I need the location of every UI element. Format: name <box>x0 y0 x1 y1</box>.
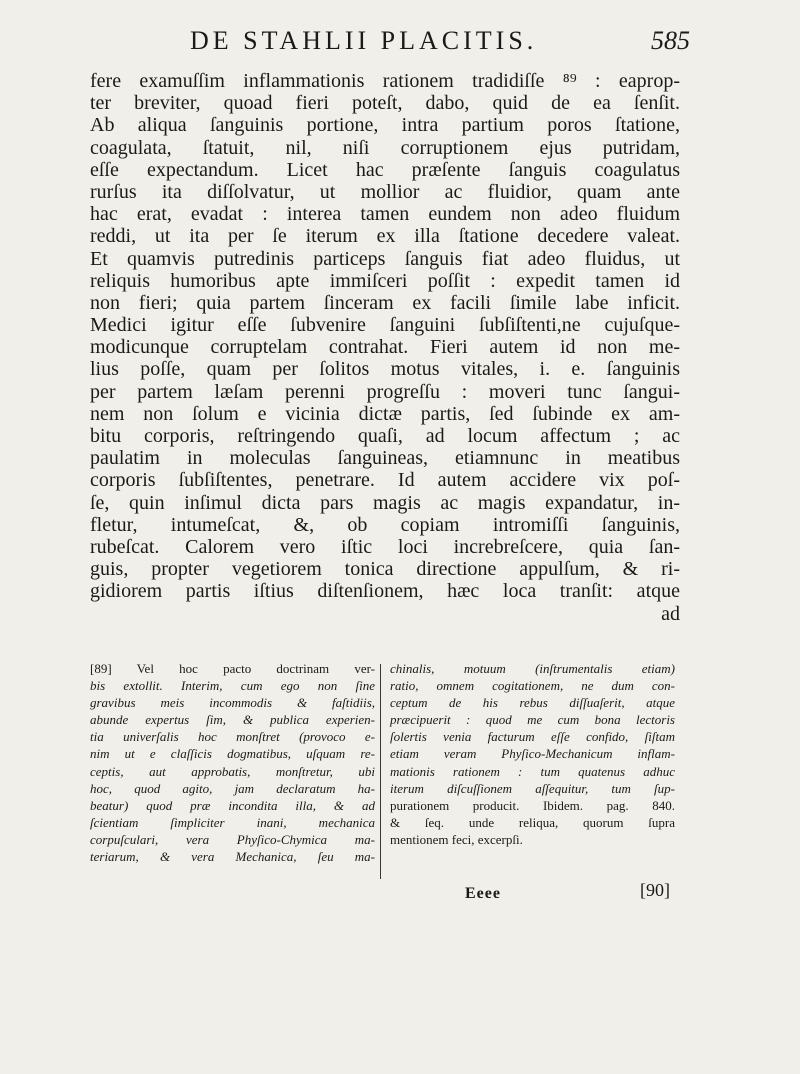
footnote-line: corpuſculari, vera Phyſico-Chymica ma- <box>90 831 375 847</box>
footnote-line: & ſeq. unde reliqua, quorum ſupra <box>390 814 675 830</box>
text-line: fere examuſſim inflammationis rationem tradidiſſe ⁸⁹ : eaprop- <box>90 70 680 92</box>
footnote-line: ceptis, aut approbatis, monſtretur, ubi <box>90 763 375 779</box>
footnote-line: tia univerſalis hoc monſtret (provoco e- <box>90 729 375 745</box>
running-title: DE STAHLII PLACITIS. <box>190 26 538 55</box>
footnote-line: [89] Vel hoc pacto doctrinam ver- <box>90 661 375 676</box>
footnote-line: bis extollit. Interim, cum ego non ſine <box>90 678 375 694</box>
footnote-line: hoc, quod agito, jam declaratum ha- <box>90 780 375 796</box>
footnote-line: mationis rationem : tum quatenus adhuc <box>390 763 675 779</box>
text-line: lius poſſe, quam per ſolitos motus vitales, i. e. ſanguinis <box>90 358 680 381</box>
text-line-catchword: ad <box>661 602 680 625</box>
page-number: 585 <box>651 26 690 55</box>
text-line: non fieri; quia partem ſinceram ex facili ſimile labe inficit. <box>90 291 680 314</box>
running-head <box>90 26 690 66</box>
text-line: rubeſcat. Calorem vero iſtic loci increbreſcere, quia ſan- <box>90 535 680 558</box>
footnote-line: abunde expertus ſim, & publica experien- <box>90 712 375 728</box>
signature-mark: Eeee <box>465 885 501 902</box>
text-line: fletur, intumeſcat, &, ob copiam intromiſſi ſanguinis, <box>90 513 680 536</box>
footnotes <box>90 660 680 880</box>
text-line: gidiorem partis iſtius diſtenſionem, hæc loca tranſit: atque <box>90 580 680 603</box>
footnote-line: teriarum, & vera Mechanica, ſeu ma- <box>90 849 375 865</box>
catchword: [90] <box>640 880 670 900</box>
footnote-line: purationem producit. Ibidem. pag. 840. <box>390 797 675 813</box>
footnote-line: ſolertis venia facturum eſſe confido, ſiſtam <box>390 729 675 745</box>
text-line: hac erat, evadat : interea tamen eundem non adeo fluidum <box>90 203 680 226</box>
text-line: bitu corporis, reſtringendo quaſi, ad locum affectum ; ac <box>90 425 680 447</box>
footnote-line: chinalis, motuum (inſtrumentalis etiam) <box>390 661 675 676</box>
text-line: ter breviter, quoad fieri poteſt, dabo, quid de ea ſenſit. <box>90 92 680 115</box>
text-line: eſſe expectandum. Licet hac præſente ſanguis coagulatus <box>90 158 680 181</box>
text-line: nem non ſolum e vicinia dictæ partis, ſed ſubinde ex am- <box>90 402 680 425</box>
text-line: Medici igitur eſſe ſubvenire ſanguini ſubſiſtenti,ne cujuſque- <box>90 314 680 337</box>
footnote-line: nim ut e claſſicis dogmatibus, uſquam re- <box>90 746 375 762</box>
text-line: paulatim in moleculas ſanguineas, etiamnunc in meatibus <box>90 447 680 470</box>
text-line: modicunque corruptelam contrahat. Fieri autem id non me- <box>90 336 680 359</box>
text-line: per partem læſam perenni progreſſu : moveri tunc ſangui- <box>90 380 680 403</box>
text-line: Ab aliqua ſanguinis portione, intra partium poros ſtatione, <box>90 114 680 137</box>
main-text-block <box>90 70 680 625</box>
footnote-line: præcipuerit : quod me cum bona lectoris <box>390 712 675 728</box>
footnote-line: ſcientiam ſimpliciter inani, mechanica <box>90 814 375 830</box>
text-line: Et quamvis putredinis particeps ſanguis fiat adeo fluidus, ut <box>90 247 680 270</box>
text-line: ſe, quin inſimul dicta pars magis ac magis expandatur, in- <box>90 491 680 514</box>
footnote-line: iterum diſcuſſionem aſſequitur, tum ſup- <box>390 780 675 796</box>
footnote-line: ceptum de his rebus diſſuaſerit, atque <box>390 695 675 711</box>
column-divider <box>380 664 381 879</box>
text-line: rurſus ita diſſolvatur, ut mollior ac fluidior, quam ante <box>90 180 680 203</box>
text-line: coagulata, ſtatuit, nil, niſi corruptionem ejus putridam, <box>90 136 680 159</box>
footnote-line: ratio, omnem cogitationem, ne dum con- <box>390 678 675 694</box>
text-line: guis, propter vegetiorem tonica directione appulſum, & ri- <box>90 558 680 581</box>
footnote-line: mentionem feci, excerpſi. <box>390 831 523 847</box>
footnote-line: etiam veram Phyſico-Mechanicum inflam- <box>390 746 675 762</box>
footnote-column-left <box>90 660 375 865</box>
footnote-line: gravibus meis incommodis & faſtidiis, <box>90 695 375 711</box>
text-line: corporis ſubſiſtentes, penetrare. Id autem accidere vix poſ- <box>90 469 680 492</box>
text-line: reliquis humoribus apte immiſceri poſſit : expedit tamen id <box>90 269 680 292</box>
footnote-line: beatur) quod præ incondita illa, & ad <box>90 797 375 813</box>
footnote-column-right <box>390 660 675 848</box>
text-line: reddi, ut ita per ſe iterum ex illa ſtatione decedere valeat. <box>90 225 680 248</box>
